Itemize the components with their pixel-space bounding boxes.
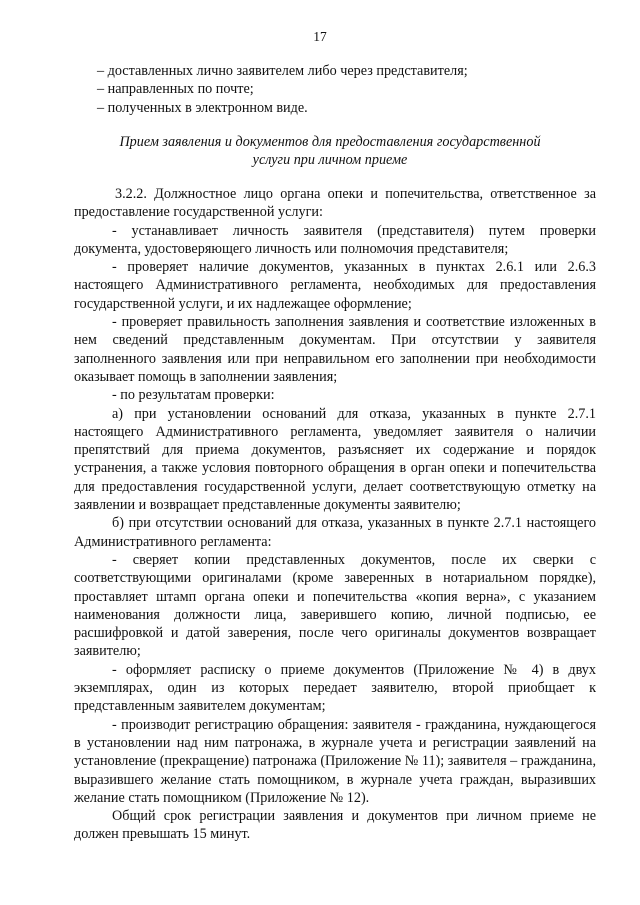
list-item: – полученных в электронном виде. (97, 99, 308, 116)
page-number: 17 (313, 29, 327, 44)
paragraph-documents-check: - проверяет наличие документов, указанных в пунктах 2.6.1 или 2.6.3 настоящего Административного регламента, необходимых для предоставления государственной услуги, и их надлежащее оформление; (74, 259, 596, 312)
paragraph-copies-check: - сверяет копии представленных документов, после их сверки с соответствующими оригиналами (кроме заверенных в нотариальном порядке), проставляет штамп органа опеки и попечительства «копия верна», с указанием наименования должности лица, заверившего копию, личной подписью, ее расшифровкой и датой заверения, после чего оригиналы документов возвращает заявителю; (74, 551, 596, 660)
bullet-list (97, 62, 597, 117)
paragraph-receipt: - оформляет расписку о приеме документов (Приложение № 4) в двух экземплярах, один из которых передает заявителю, второй приобщает к представленным заявителем документам; (74, 661, 596, 715)
paragraph-registration: - производит регистрацию обращения: заявителя - гражданина, нуждающегося в установлении над ним патронажа, в журнале учета и регистрации заявлений на установление (прекращение) патронажа (Приложение № 11); заявителя – гражданина, выразившего желание стать помощником, в журнале учета граждан, выразивших желание стать помощником (Приложение № 12). (74, 716, 596, 806)
paragraph-3-2-2: 3.2.2. Должностное лицо органа опеки и попечительства, ответственное за предоставление государственной услуги: (74, 186, 596, 221)
section-heading-line-2: услуги при личном приеме (252, 152, 408, 169)
paragraph-check-results: - по результатам проверки: (112, 387, 275, 404)
paragraph-no-refusal: б) при отсутствии оснований для отказа, указанных в пункте 2.7.1 настоящего Административного регламента: (74, 515, 596, 550)
section-heading (70, 133, 590, 170)
document-body (74, 185, 596, 844)
list-item: – направленных по почте; (97, 81, 254, 98)
section-heading-line-1: Прием заявления и документов для предоставления государственной (119, 134, 541, 150)
paragraph-time-limit: Общий срок регистрации заявления и документов при личном приеме не должен превышать 15 минут. (74, 808, 596, 843)
paragraph-application-check: - проверяет правильность заполнения заявления и соответствие изложенных в нем сведений представленным документам. При отсутствии у заявителя заполненного заявления или при неправильном его заполнении при необходимости оказывает помощь в заполнении заявления; (74, 314, 596, 385)
paragraph-identity-check: - устанавливает личность заявителя (представителя) путем проверки документа, удостоверяющего личность или полномочия представителя; (74, 222, 596, 257)
paragraph-refusal: а) при установлении оснований для отказа, указанных в пункте 2.7.1 настоящего Административного регламента, уведомляет заявителя о наличии препятствий для приема документов, разъясняет их содержание и порядок устранения, а также условия повторного обращения в орган опеки и попечительства для предоставления государственной услуги, делает соответствующую отметку на заявлении и возвращает представленные документы заявителю; (74, 405, 596, 514)
list-item: – доставленных лично заявителем либо через представителя; (97, 63, 468, 79)
